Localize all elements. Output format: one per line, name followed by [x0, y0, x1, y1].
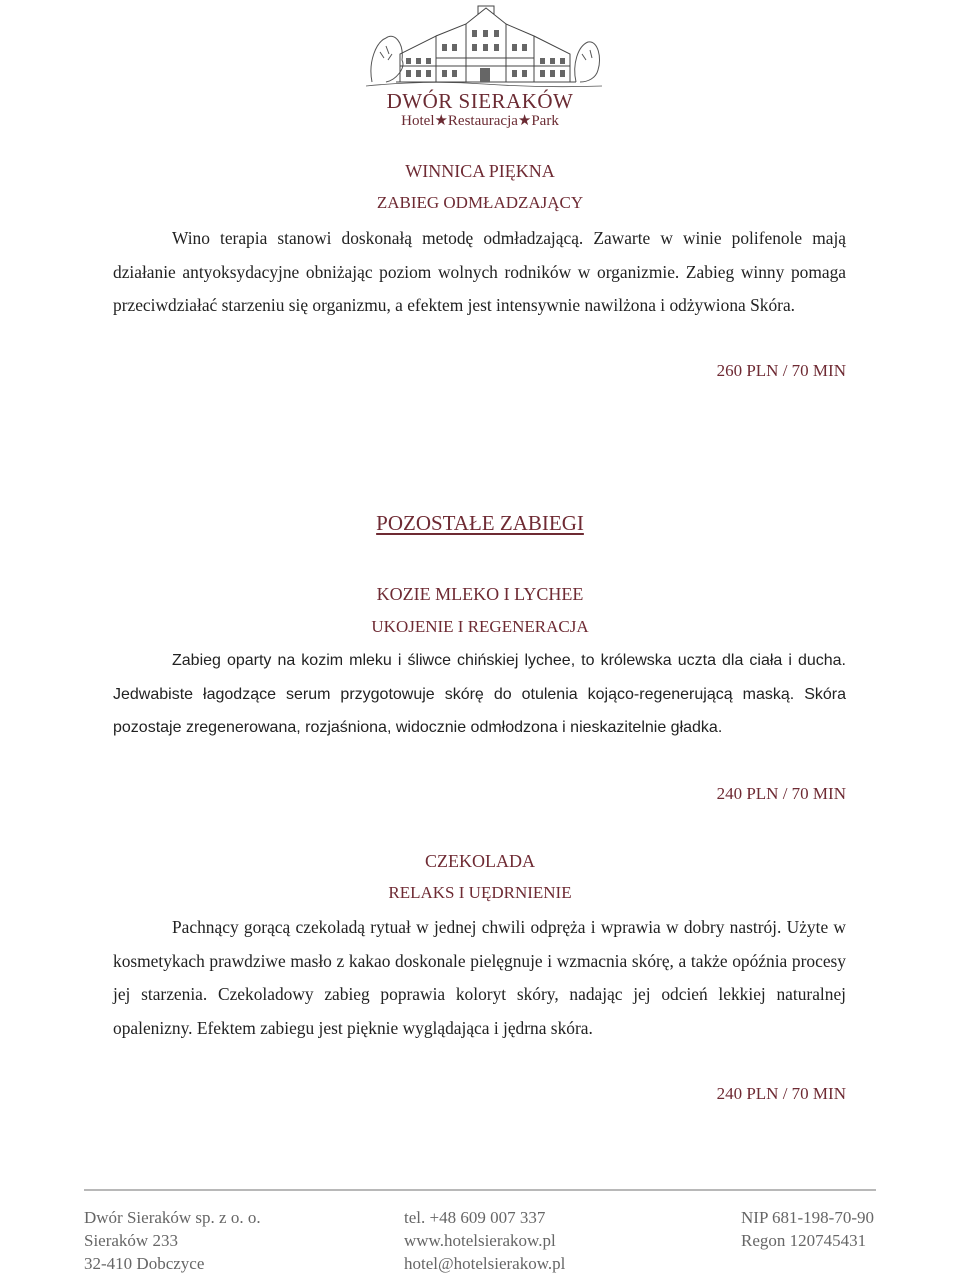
letterhead — [0, 0, 960, 135]
footer-registration — [741, 1206, 874, 1252]
footer-address-line1: Sieraków 233 — [84, 1231, 178, 1250]
czekolada-title: CZEKOLADA — [425, 851, 535, 871]
footer-nip: NIP 681-198-70-90 — [741, 1208, 874, 1227]
kozie-subtitle: UKOJENIE I REGENERACJA — [371, 617, 589, 636]
footer-address-line2: 32-410 Dobczyce — [84, 1254, 205, 1273]
winnica-title: WINNICA PIĘKNA — [405, 161, 555, 181]
footer-address — [84, 1206, 261, 1275]
kozie-description: Zabieg oparty na kozim mleku i śliwce chińskiej lychee, to królewska uczta dla ciała i ducha. Jedwabiste łagodzące serum przygotowuje skórę do otulenia kojąco-regenerującą maską. Skóra pozostaje zregenerowana, rozjaśniona, widocznie odmłodzona i nieskazitelnie gładka. — [113, 652, 846, 736]
manor-house-logo-icon — [366, 2, 602, 88]
section-title: POZOSTAŁE ZABIEGI — [376, 511, 584, 535]
brand-name: DWÓR SIERAKÓW — [386, 89, 574, 113]
czekolada-subtitle: RELAKS I UĘDRNIENIE — [388, 883, 572, 902]
footer-regon: Regon 120745431 — [741, 1231, 867, 1250]
footer-company: Dwór Sieraków sp. z o. o. — [84, 1208, 261, 1227]
footer-website-link[interactable]: www.hotelsierakow.pl — [404, 1231, 556, 1250]
footer-email-link[interactable]: hotel@hotelsierakow.pl — [404, 1254, 566, 1273]
winnica-subtitle: ZABIEG ODMŁADZAJĄCY — [376, 193, 584, 212]
winnica-price: 260 PLN / 70 MIN — [716, 361, 846, 380]
brand-tagline: Hotel★Restauracja★Park — [401, 113, 559, 129]
czekolada-description: Pachnący gorącą czekoladą rytuał w jednej chwili odpręża i wprawia w dobry nastrój. Użyte w kosmetykach prawdziwe masło z kakao doskonale pielęgnuje i wzmacnia skórę, a także opóźnia procesy jej starzenia. Czekoladowy zabieg poprawia koloryt skóry, nadając jej odcień lekkiej naturalnej opalenizny. Efektem zabiegu jest pięknie wyglądająca i jędrna skóra. — [113, 917, 846, 1038]
winnica-description: Wino terapia stanowi doskonałą metodę odmładzającą. Zawarte w winie polifenole mają działanie antyoksydacyjne obniżając poziom wolnych rodników w organizmie. Zabieg winny pomaga przeciwdziałać starzeniu się organizmu, a efektem jest intensywnie nawilżona i odżywiona Skóra. — [113, 228, 846, 315]
czekolada-price: 240 PLN / 70 MIN — [716, 1084, 846, 1103]
kozie-price: 240 PLN / 70 MIN — [716, 784, 846, 803]
kozie-title: KOZIE MLEKO I LYCHEE — [376, 584, 584, 604]
footer-phone: tel. +48 609 007 337 — [404, 1208, 546, 1227]
footer-divider — [84, 1189, 876, 1191]
footer-contact — [404, 1206, 565, 1275]
